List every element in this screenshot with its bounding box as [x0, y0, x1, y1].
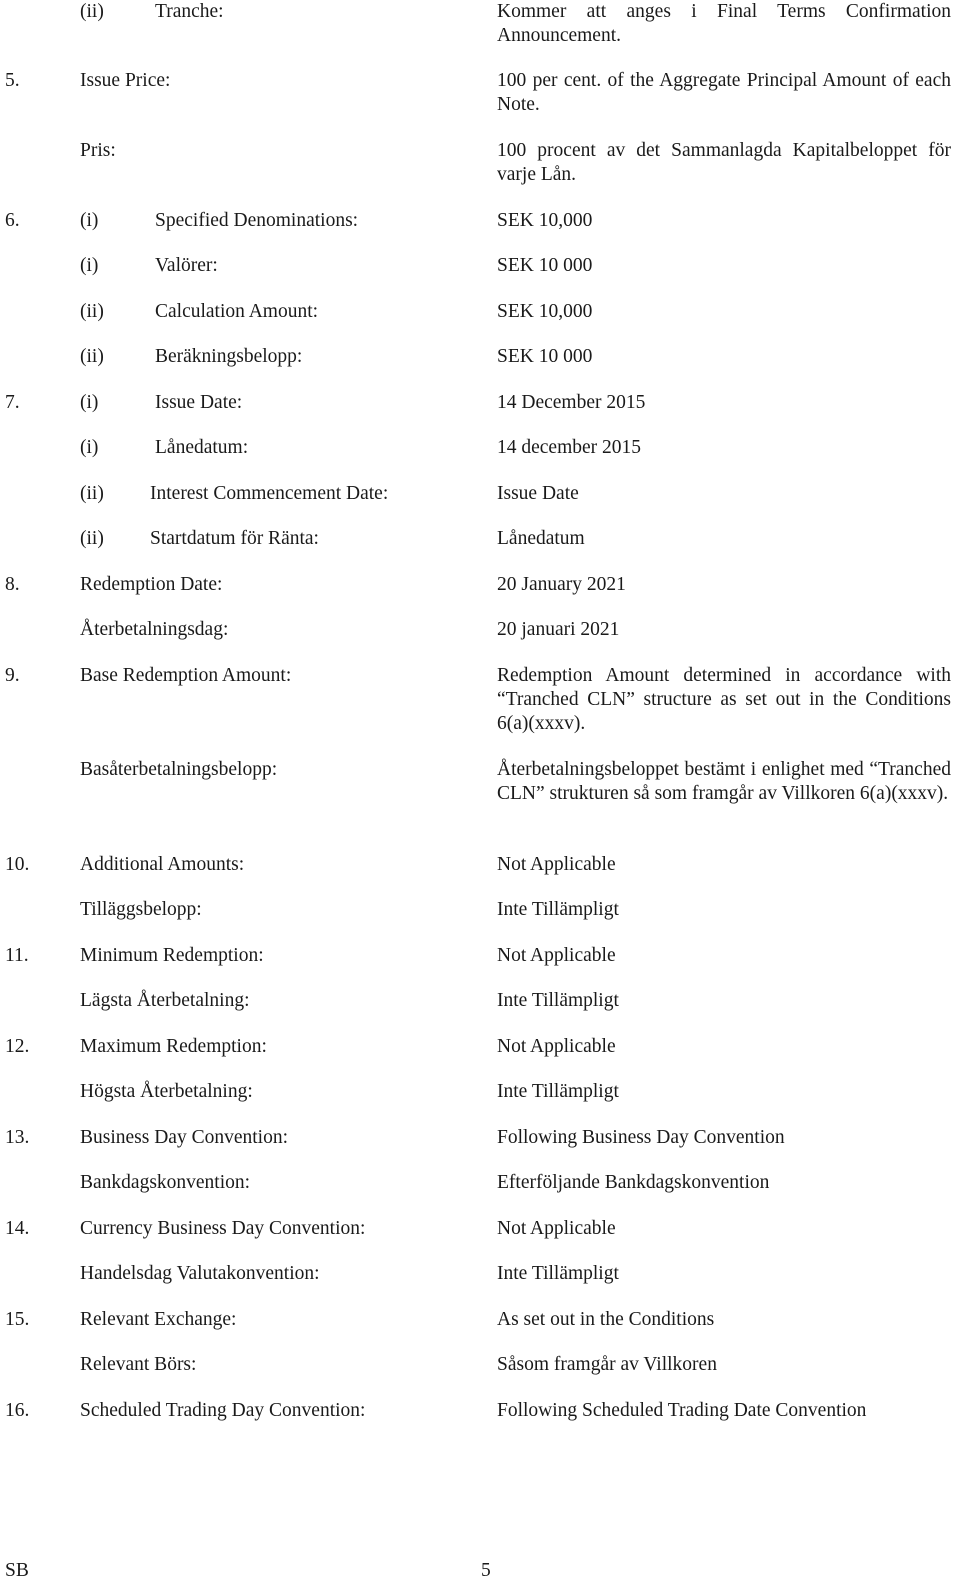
sub-item-marker: (ii)	[80, 301, 104, 322]
sub-item-marker: (ii)	[80, 1, 104, 22]
term-value: Following Business Day Convention	[497, 1127, 785, 1148]
term-label: Lägsta Återbetalning:	[80, 990, 250, 1011]
term-label: Relevant Börs:	[80, 1354, 197, 1375]
term-label: Currency Business Day Convention:	[80, 1218, 366, 1239]
term-value: SEK 10 000	[497, 255, 593, 276]
term-label: Handelsdag Valutakonvention:	[80, 1263, 320, 1284]
term-value: 100 per cent. of the Aggregate Principal Amount of each Note.	[497, 70, 951, 115]
term-label: Basåterbetalningsbelopp:	[80, 759, 278, 780]
term-value: 14 december 2015	[497, 437, 642, 458]
term-value: Redemption Amount determined in accordance with “Tranched CLN” structure as set out in the Conditions 6(a)(xxxv).	[497, 665, 951, 734]
item-number: 9.	[5, 665, 20, 686]
term-value: 14 December 2015	[497, 392, 646, 413]
term-value: Not Applicable	[497, 1036, 616, 1057]
term-label: Valörer:	[155, 255, 218, 276]
item-number: 8.	[5, 574, 20, 595]
term-value: 20 januari 2021	[497, 619, 620, 640]
item-number: 6.	[5, 210, 20, 231]
term-value: Inte Tillämpligt	[497, 899, 619, 920]
footer-document-code: SB	[5, 1560, 29, 1581]
sub-item-marker: (ii)	[80, 483, 104, 504]
term-value: SEK 10,000	[497, 301, 593, 322]
term-label: Beräkningsbelopp:	[155, 346, 303, 367]
term-value: Not Applicable	[497, 854, 616, 875]
term-label: Issue Date:	[155, 392, 243, 413]
term-label: Minimum Redemption:	[80, 945, 264, 966]
item-number: 10.	[5, 854, 30, 875]
item-number: 5.	[5, 70, 20, 91]
term-value: Inte Tillämpligt	[497, 1263, 619, 1284]
term-label: Calculation Amount:	[155, 301, 319, 322]
item-number: 13.	[5, 1127, 30, 1148]
term-value: Inte Tillämpligt	[497, 990, 619, 1011]
term-value: As set out in the Conditions	[497, 1309, 715, 1330]
term-label: Specified Denominations:	[155, 210, 359, 231]
term-label: Redemption Date:	[80, 574, 223, 595]
term-label: Återbetalningsdag:	[80, 619, 229, 640]
term-label: Tilläggsbelopp:	[80, 899, 202, 920]
term-label: Scheduled Trading Day Convention:	[80, 1400, 366, 1421]
sub-item-marker: (i)	[80, 437, 99, 458]
term-label: Lånedatum:	[155, 437, 249, 458]
term-label: Business Day Convention:	[80, 1127, 288, 1148]
term-value: Issue Date	[497, 483, 579, 504]
item-number: 12.	[5, 1036, 30, 1057]
term-value: SEK 10,000	[497, 210, 593, 231]
sub-item-marker: (i)	[80, 210, 99, 231]
term-label: Additional Amounts:	[80, 854, 245, 875]
sub-item-marker: (ii)	[80, 528, 104, 549]
term-value: Såsom framgår av Villkoren	[497, 1354, 717, 1375]
term-value: Not Applicable	[497, 1218, 616, 1239]
sub-item-marker: (i)	[80, 255, 99, 276]
item-number: 16.	[5, 1400, 30, 1421]
term-label: Tranche:	[155, 1, 224, 22]
page-number: 5	[481, 1560, 491, 1581]
term-value: Inte Tillämpligt	[497, 1081, 619, 1102]
term-value: Lånedatum	[497, 528, 585, 549]
term-value: Following Scheduled Trading Date Convention	[497, 1400, 867, 1421]
term-value: SEK 10 000	[497, 346, 593, 367]
item-number: 15.	[5, 1309, 30, 1330]
item-number: 14.	[5, 1218, 30, 1239]
term-label: Interest Commencement Date:	[150, 483, 389, 504]
sub-item-marker: (i)	[80, 392, 99, 413]
term-value: 100 procent av det Sammanlagda Kapitalbeloppet för varje Lån.	[497, 140, 951, 185]
term-label: Base Redemption Amount:	[80, 665, 292, 686]
term-label: Relevant Exchange:	[80, 1309, 237, 1330]
term-label: Issue Price:	[80, 70, 171, 91]
term-value: Efterföljande Bankdagskonvention	[497, 1172, 770, 1193]
item-number: 11.	[5, 945, 29, 966]
term-label: Högsta Återbetalning:	[80, 1081, 253, 1102]
term-label: Startdatum för Ränta:	[150, 528, 319, 549]
sub-item-marker: (ii)	[80, 346, 104, 367]
term-label: Maximum Redemption:	[80, 1036, 267, 1057]
item-number: 7.	[5, 392, 20, 413]
term-label: Pris:	[80, 140, 116, 161]
term-value: Kommer att anges i Final Terms Confirmation Announcement.	[497, 1, 951, 46]
term-value: 20 January 2021	[497, 574, 626, 595]
term-label: Bankdagskonvention:	[80, 1172, 251, 1193]
term-value: Återbetalningsbeloppet bestämt i enlighet med “Tranched CLN” strukturen så som framgår av Villkoren 6(a)(xxxv).	[497, 759, 951, 804]
term-value: Not Applicable	[497, 945, 616, 966]
